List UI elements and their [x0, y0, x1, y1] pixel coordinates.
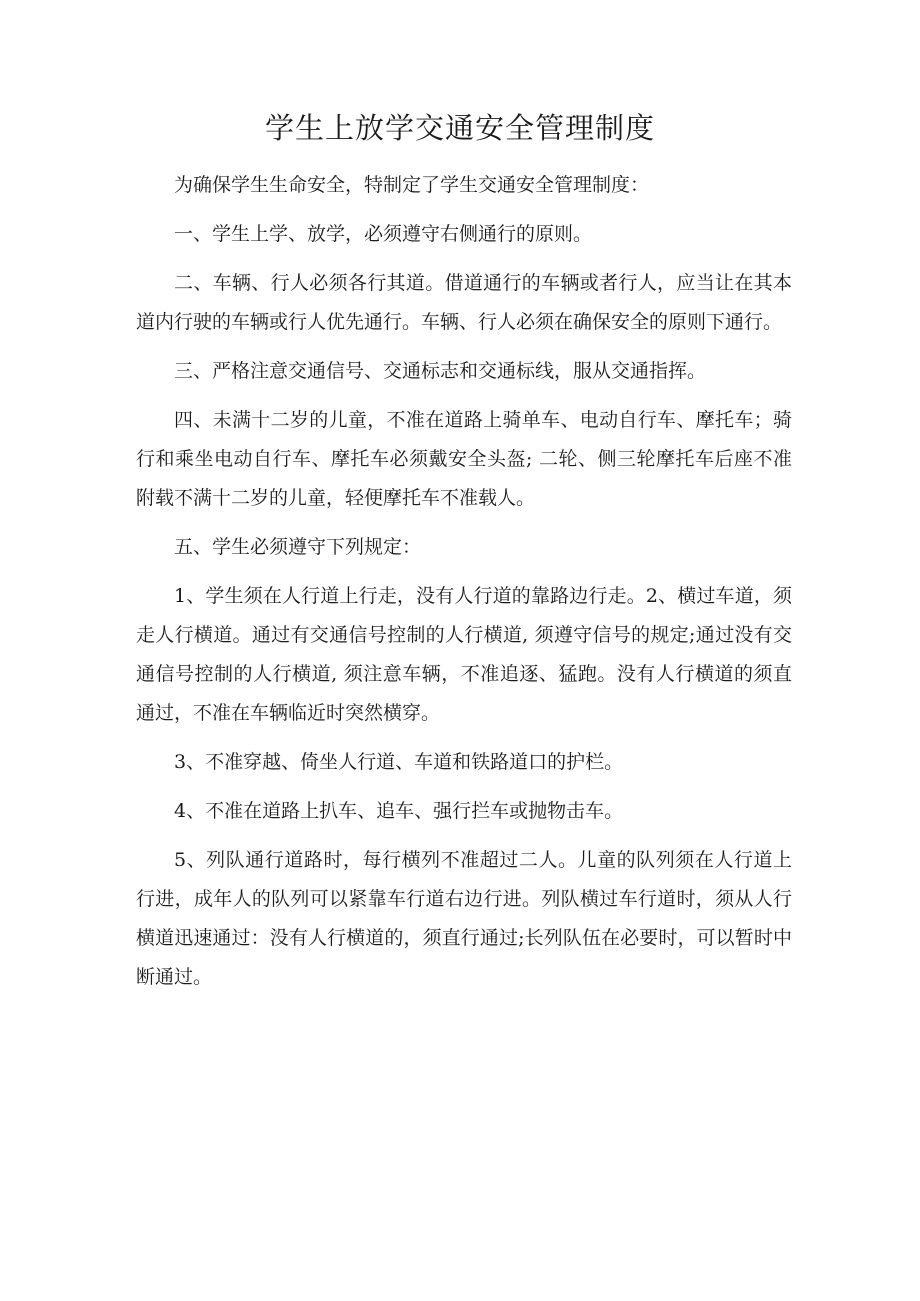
paragraph-rule-2: 二、车辆、行人必须各行其道。借道通行的车辆或者行人，应当让在其本道内行驶的车辆或行人优先通行。车辆、行人必须在确保安全的原则下通行。: [136, 272, 792, 333]
paragraph-rule-5-item-5: 5、列队通行道路时，每行横列不准超过二人。儿童的队列须在人行道上行进，成年人的队列可以紧靠车行道右边行进。列队横过车行道时，须从人行横道迅速通过：没有人行横道的，须直行通过;长列队伍在必要时，可以暂时中断通过。: [136, 849, 792, 988]
paragraph-intro: 为确保学生生命安全，特制定了学生交通安全管理制度：: [174, 174, 650, 196]
document-body: [136, 166, 792, 1007]
paragraph-rule-5-item-3: 3、不准穿越、倚坐人行道、车道和铁路道口的护栏。: [174, 751, 624, 773]
paragraph-rule-1: 一、学生上学、放学，必须遵守右侧通行的原则。: [174, 223, 593, 245]
paragraph-rule-4: 四、未满十二岁的儿童，不准在道路上骑单车、电动自行车、摩托车；骑行和乘坐电动自行车、摩托车必须戴安全头盔; 二轮、侧三轮摩托车后座不准附载不满十二岁的儿童，轻便摩托车不准载人。: [136, 409, 792, 509]
paragraph-rule-5-item-1-2: 1、学生须在人行道上行走，没有人行道的靠路边行走。2、横过车道，须走人行横道。通过有交通信号控制的人行横道, 须遵守信号的规定;通过没有交通信号控制的人行横道, 须注意车辆，不准追逐、猛跑。没有人行横道的须直通过，不准在车辆临近时突然横穿。: [136, 585, 792, 724]
paragraph-rule-5: 五、学生必须遵守下列规定：: [174, 536, 422, 558]
document-title: 学生上放学交通安全管理制度: [264, 111, 655, 145]
paragraph-rule-5-item-4: 4、不准在道路上扒车、追车、强行拦车或抛物击车。: [174, 800, 624, 822]
paragraph-rule-3: 三、严格注意交通信号、交通标志和交通标线，服从交通指挥。: [174, 360, 707, 382]
